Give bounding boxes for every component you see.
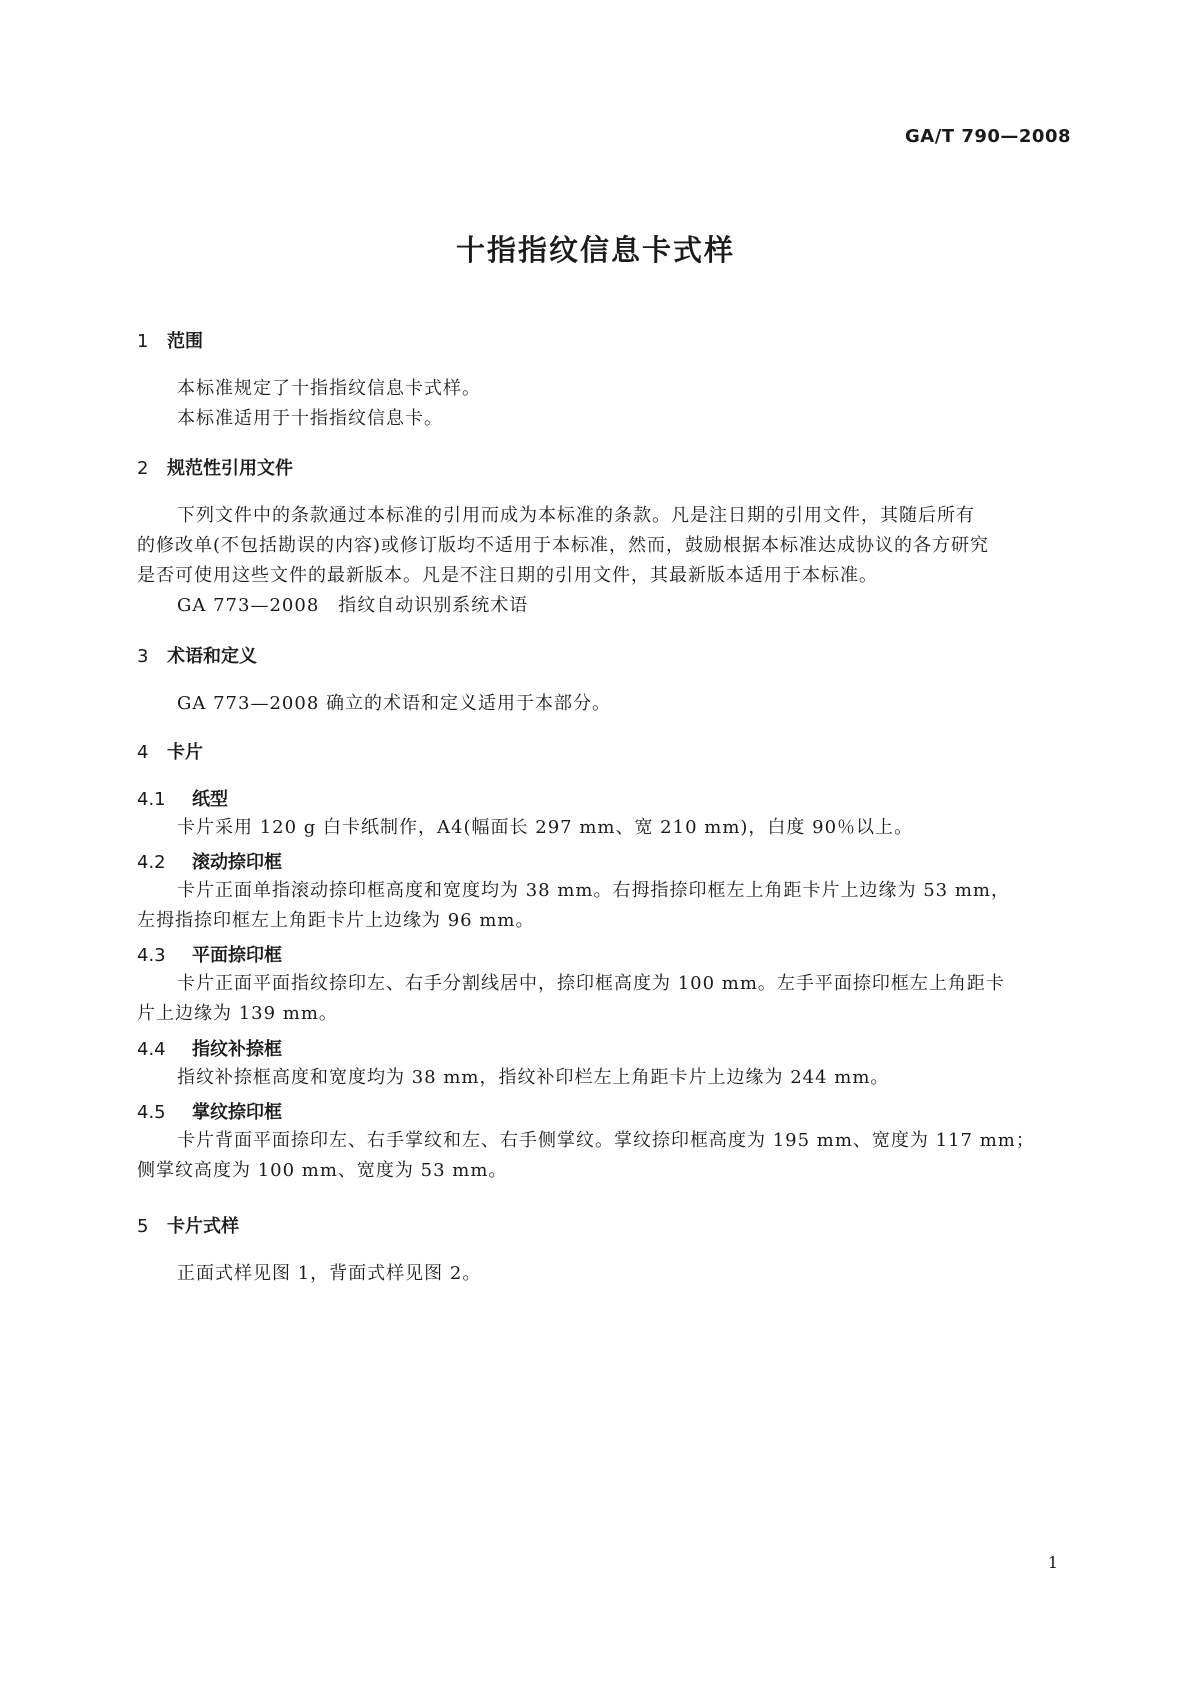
page-title: 十指指纹信息卡式样 [455, 233, 735, 267]
section-5-body [137, 1259, 1059, 1289]
subsection-heading-4-5 [137, 1101, 282, 1125]
section-heading-5 [137, 1215, 239, 1239]
subsection-4-4-body [137, 1063, 1059, 1093]
section-number: 4.1 [137, 789, 166, 810]
paragraph-line: GA 773—2008 确立的术语和定义适用于本部分。 [177, 693, 611, 714]
section-number: 4.4 [137, 1039, 166, 1060]
section-title: 平面捺印框 [192, 945, 282, 966]
subsection-4-2-body [137, 876, 1059, 936]
page-number: 1 [1047, 1553, 1058, 1572]
section-heading-3 [137, 645, 257, 669]
subsection-heading-4-4 [137, 1038, 282, 1062]
section-number: 3 [137, 646, 149, 667]
paragraph-line: 卡片背面平面捺印左、右手掌纹和左、右手侧掌纹。掌纹捺印框高度为 195 mm、宽度为 117 mm； [177, 1130, 1035, 1151]
section-2-body [137, 501, 1059, 621]
section-heading-1 [137, 330, 203, 354]
section-title: 掌纹捺印框 [192, 1102, 282, 1123]
reference-entry: GA 773—2008 指纹自动识别系统术语 [177, 595, 529, 616]
section-heading-2 [137, 457, 293, 481]
section-title: 卡片式样 [167, 1216, 239, 1237]
section-number: 4.5 [137, 1102, 166, 1123]
subsection-4-3-body [137, 969, 1059, 1029]
section-number: 2 [137, 458, 149, 479]
subsection-4-1-body [137, 813, 1059, 843]
paragraph-line: 正面式样见图 1，背面式样见图 2。 [177, 1263, 482, 1284]
section-title: 卡片 [167, 742, 203, 763]
section-number: 5 [137, 1216, 149, 1237]
paragraph-line: 左拇指捺印框左上角距卡片上边缘为 96 mm。 [137, 910, 535, 931]
section-heading-4 [137, 741, 203, 765]
section-title: 指纹补捺框 [192, 1039, 282, 1060]
paragraph-line: 下列文件中的条款通过本标准的引用而成为本标准的条款。凡是注日期的引用文件，其随后所有 [177, 505, 975, 526]
paragraph-line: 本标准适用于十指指纹信息卡。 [177, 408, 443, 429]
paragraph-line: 卡片采用 120 g 白卡纸制作，A4(幅面长 297 mm、宽 210 mm)，白度 90％以上。 [177, 817, 914, 838]
section-title: 范围 [167, 331, 203, 352]
paragraph-line: 卡片正面单指滚动捺印框高度和宽度均为 38 mm。右拇指捺印框左上角距卡片上边缘为 53 mm， [177, 880, 1010, 901]
section-title: 纸型 [192, 789, 228, 810]
subsection-heading-4-2 [137, 851, 282, 875]
paragraph-line: 指纹补捺框高度和宽度均为 38 mm，指纹补印栏左上角距卡片上边缘为 244 mm。 [177, 1067, 890, 1088]
section-3-body [137, 689, 1059, 719]
section-number: 4.2 [137, 852, 166, 873]
paragraph-line: 卡片正面平面指纹捺印左、右手分割线居中，捺印框高度为 100 mm。左手平面捺印框左上角距卡 [177, 973, 1005, 994]
section-1-body [137, 374, 1059, 434]
subsection-4-5-body [137, 1126, 1059, 1186]
section-title: 滚动捺印框 [192, 852, 282, 873]
subsection-heading-4-3 [137, 944, 282, 968]
paragraph-line: 的修改单(不包括勘误的内容)或修订版均不适用于本标准，然而，鼓励根据本标准达成协议的各方研究 [137, 535, 990, 556]
section-number: 4.3 [137, 945, 166, 966]
paragraph-line: 片上边缘为 139 mm。 [137, 1003, 338, 1024]
section-number: 1 [137, 331, 149, 352]
paragraph-line: 侧掌纹高度为 100 mm、宽度为 53 mm。 [137, 1160, 508, 1181]
section-title: 规范性引用文件 [167, 458, 293, 479]
section-title: 术语和定义 [167, 646, 257, 667]
paragraph-line: 本标准规定了十指指纹信息卡式样。 [177, 378, 481, 399]
paragraph-line: 是否可使用这些文件的最新版本。凡是不注日期的引用文件，其最新版本适用于本标准。 [137, 565, 878, 586]
subsection-heading-4-1 [137, 788, 228, 812]
standard-number: GA/T 790—2008 [905, 126, 1071, 147]
section-number: 4 [137, 742, 149, 763]
